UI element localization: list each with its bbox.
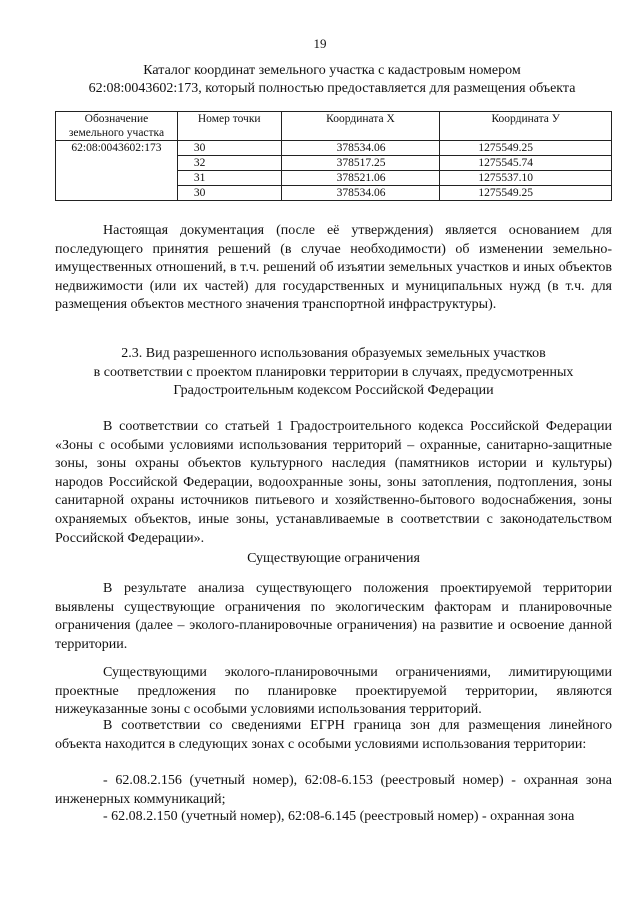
paragraph-egrn: В соответствии со сведениями ЕГРН граница зон для размещения линейного объекта находится в следующих зонах с особыми условиями использования территории:	[55, 718, 612, 752]
point-cell: 30	[177, 186, 281, 201]
section-heading	[55, 345, 612, 401]
list-item: - 62.08.2.150 (учетный номер), 62:08-6.145 (реестровый номер) - охранная зона	[103, 809, 575, 824]
section-heading-line-2: в соответствии с проектом планировки территории в случаях, предусмотренных	[93, 364, 574, 380]
point-cell: 32	[177, 156, 281, 171]
catalog-title-line-1: Каталог координат земельного участка с кадастровым номером	[143, 63, 521, 78]
header-coordinate-x: Координата X	[281, 112, 440, 141]
catalog-title	[52, 62, 612, 98]
subheading-existing-restrictions: Существующие ограничения	[247, 551, 420, 566]
point-cell: 31	[177, 171, 281, 186]
coordinates-table	[55, 111, 612, 201]
section-heading-line-1: 2.3. Вид разрешенного использования образуемых земельных участков	[121, 346, 546, 361]
list-item: - 62.08.2.156 (учетный номер), 62:08-6.153 (реестровый номер) - охранная зона инженерных коммуникаций;	[55, 773, 612, 807]
header-parcel-designation: Обозначение земельного участка	[56, 112, 178, 141]
page-number: 19	[313, 36, 327, 51]
x-cell: 378534.06	[281, 186, 440, 201]
table-header-row	[56, 112, 612, 141]
y-cell: 1275545.74	[440, 156, 612, 171]
paragraph-analysis: В результате анализа существующего положения проектируемой территории выявлены существующие ограничения по экологическим факторам и планировочные ограничения (далее – эколого-планировочные ограничения) на развитие и освоение данной территории.	[55, 581, 612, 652]
y-cell: 1275537.10	[440, 171, 612, 186]
header-point-number: Номер точки	[177, 112, 281, 141]
point-cell: 30	[177, 141, 281, 156]
x-cell: 378521.06	[281, 171, 440, 186]
catalog-title-line-2: 62:08:0043602:173, который полностью предоставляется для размещения объекта	[88, 81, 576, 96]
paragraph-documentation: Настоящая документация (после её утверждения) является основанием для последующего принятия решений (в случае необходимости) об изменении земельно-имущественных отношений, в т.ч. решений об изъятии земельных участков и иных объектов недвижимости (или их частей) для государственных и муниципальных нужд (в т.ч. для размещения объектов местного значения транспортной инфраструктуры).	[55, 223, 612, 313]
y-cell: 1275549.25	[440, 186, 612, 201]
paragraph-existing-restrictions: Существующими эколого-планировочными ограничениями, лимитирующими проектные предложения по планировке проектируемой территории, являются нижеуказанные зоны с особыми условиями использования территорий.	[55, 665, 612, 718]
paragraph-zones-definition: В соответствии со статьей 1 Градостроительного кодекса Российской Федерации «Зоны с особыми условиями использования территорий – охранные, санитарно-защитные зоны, зоны охраны объектов культурного наследия (памятников истории и культуры) народов Российской Федерации, водоохранные зоны, зоны затопления, подтопления, зоны санитарной охраны источников питьевого и хозяйственно-бытового водоснабжения, зоны охраняемых объектов, иные зоны, устанавливаемые в соответствии с законодательством Российской Федерации».	[55, 419, 612, 546]
y-cell: 1275549.25	[440, 141, 612, 156]
x-cell: 378517.25	[281, 156, 440, 171]
x-cell: 378534.06	[281, 141, 440, 156]
header-coordinate-y: Координата У	[440, 112, 612, 141]
section-heading-line-3: Градостроительным кодексом Российской Федерации	[173, 383, 494, 399]
parcel-id-cell: 62:08:0043602:173	[56, 141, 178, 201]
table-row	[56, 141, 612, 156]
